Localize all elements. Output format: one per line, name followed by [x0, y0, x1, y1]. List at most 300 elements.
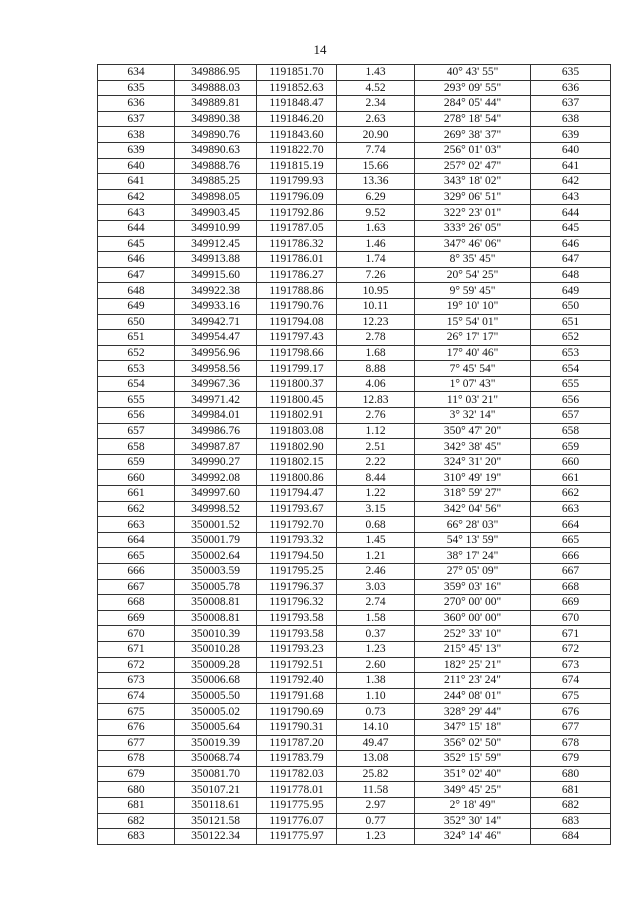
- bearing-cell: 342° 38' 45": [415, 439, 531, 455]
- next-point-cell: 643: [531, 189, 611, 205]
- point-number-cell: 646: [98, 252, 175, 268]
- x-coordinate-cell: 350002.64: [175, 548, 257, 564]
- distance-cell: 4.52: [337, 80, 415, 96]
- x-coordinate-cell: 350001.52: [175, 517, 257, 533]
- y-coordinate-cell: 1191799.17: [257, 361, 337, 377]
- table-row: [98, 267, 611, 283]
- x-coordinate-cell: 349913.88: [175, 252, 257, 268]
- table-row: [98, 189, 611, 205]
- y-coordinate-cell: 1191843.60: [257, 127, 337, 143]
- next-point-cell: 649: [531, 283, 611, 299]
- table-row: [98, 408, 611, 424]
- table-row: [98, 501, 611, 517]
- bearing-cell: 244° 08' 01": [415, 688, 531, 704]
- x-coordinate-cell: 349986.76: [175, 423, 257, 439]
- next-point-cell: 675: [531, 688, 611, 704]
- x-coordinate-cell: 349912.45: [175, 236, 257, 252]
- bearing-cell: 343° 18' 02": [415, 174, 531, 190]
- distance-cell: 6.29: [337, 189, 415, 205]
- table-row: [98, 548, 611, 564]
- bearing-cell: 347° 46' 06": [415, 236, 531, 252]
- coordinates-table: [97, 64, 611, 845]
- bearing-cell: 270° 00' 00": [415, 595, 531, 611]
- table-row: [98, 454, 611, 470]
- y-coordinate-cell: 1191793.23: [257, 641, 337, 657]
- table-row: [98, 673, 611, 689]
- x-coordinate-cell: 350068.74: [175, 751, 257, 767]
- point-number-cell: 639: [98, 142, 175, 158]
- next-point-cell: 640: [531, 142, 611, 158]
- next-point-cell: 654: [531, 361, 611, 377]
- x-coordinate-cell: 350005.78: [175, 579, 257, 595]
- table-row: [98, 719, 611, 735]
- y-coordinate-cell: 1191792.86: [257, 205, 337, 221]
- bearing-cell: 256° 01' 03": [415, 142, 531, 158]
- y-coordinate-cell: 1191792.70: [257, 517, 337, 533]
- point-number-cell: 675: [98, 704, 175, 720]
- distance-cell: 2.97: [337, 797, 415, 813]
- table-row: [98, 65, 611, 81]
- bearing-cell: 11° 03' 21": [415, 392, 531, 408]
- distance-cell: 1.10: [337, 688, 415, 704]
- y-coordinate-cell: 1191790.69: [257, 704, 337, 720]
- next-point-cell: 673: [531, 657, 611, 673]
- next-point-cell: 672: [531, 641, 611, 657]
- point-number-cell: 651: [98, 330, 175, 346]
- x-coordinate-cell: 349967.36: [175, 376, 257, 392]
- y-coordinate-cell: 1191793.32: [257, 532, 337, 548]
- y-coordinate-cell: 1191782.03: [257, 766, 337, 782]
- point-number-cell: 656: [98, 408, 175, 424]
- table-row: [98, 174, 611, 190]
- next-point-cell: 668: [531, 579, 611, 595]
- distance-cell: 2.51: [337, 439, 415, 455]
- y-coordinate-cell: 1191775.97: [257, 829, 337, 845]
- x-coordinate-cell: 349997.60: [175, 486, 257, 502]
- distance-cell: 2.76: [337, 408, 415, 424]
- y-coordinate-cell: 1191783.79: [257, 751, 337, 767]
- table-row: [98, 127, 611, 143]
- distance-cell: 1.45: [337, 532, 415, 548]
- table-row: [98, 220, 611, 236]
- table-row: [98, 610, 611, 626]
- table-row: [98, 564, 611, 580]
- page-number: 14: [313, 42, 327, 57]
- distance-cell: 1.74: [337, 252, 415, 268]
- bearing-cell: 2° 18' 49": [415, 797, 531, 813]
- x-coordinate-cell: 349942.71: [175, 314, 257, 330]
- bearing-cell: 342° 04' 56": [415, 501, 531, 517]
- next-point-cell: 666: [531, 548, 611, 564]
- table-row: [98, 423, 611, 439]
- point-number-cell: 672: [98, 657, 175, 673]
- point-number-cell: 682: [98, 813, 175, 829]
- bearing-cell: 20° 54' 25": [415, 267, 531, 283]
- distance-cell: 3.03: [337, 579, 415, 595]
- point-number-cell: 636: [98, 96, 175, 112]
- next-point-cell: 644: [531, 205, 611, 221]
- next-point-cell: 661: [531, 470, 611, 486]
- y-coordinate-cell: 1191794.08: [257, 314, 337, 330]
- x-coordinate-cell: 350006.68: [175, 673, 257, 689]
- point-number-cell: 650: [98, 314, 175, 330]
- bearing-cell: 269° 38' 37": [415, 127, 531, 143]
- next-point-cell: 656: [531, 392, 611, 408]
- table-row: [98, 735, 611, 751]
- next-point-cell: 641: [531, 158, 611, 174]
- bearing-cell: 40° 43' 55": [415, 65, 531, 81]
- x-coordinate-cell: 350010.28: [175, 641, 257, 657]
- next-point-cell: 653: [531, 345, 611, 361]
- bearing-cell: 352° 30' 14": [415, 813, 531, 829]
- x-coordinate-cell: 349885.25: [175, 174, 257, 190]
- x-coordinate-cell: 350118.61: [175, 797, 257, 813]
- point-number-cell: 679: [98, 766, 175, 782]
- y-coordinate-cell: 1191790.76: [257, 298, 337, 314]
- next-point-cell: 642: [531, 174, 611, 190]
- table-row: [98, 829, 611, 845]
- next-point-cell: 682: [531, 797, 611, 813]
- distance-cell: 13.08: [337, 751, 415, 767]
- distance-cell: 11.58: [337, 782, 415, 798]
- x-coordinate-cell: 349956.96: [175, 345, 257, 361]
- distance-cell: 2.74: [337, 595, 415, 611]
- table-row: [98, 361, 611, 377]
- y-coordinate-cell: 1191786.32: [257, 236, 337, 252]
- point-number-cell: 640: [98, 158, 175, 174]
- x-coordinate-cell: 349954.47: [175, 330, 257, 346]
- distance-cell: 1.43: [337, 65, 415, 81]
- x-coordinate-cell: 350003.59: [175, 564, 257, 580]
- next-point-cell: 657: [531, 408, 611, 424]
- point-number-cell: 680: [98, 782, 175, 798]
- table-row: [98, 782, 611, 798]
- bearing-cell: 211° 23' 24": [415, 673, 531, 689]
- next-point-cell: 680: [531, 766, 611, 782]
- point-number-cell: 669: [98, 610, 175, 626]
- next-point-cell: 648: [531, 267, 611, 283]
- next-point-cell: 677: [531, 719, 611, 735]
- next-point-cell: 678: [531, 735, 611, 751]
- table-row: [98, 205, 611, 221]
- y-coordinate-cell: 1191848.47: [257, 96, 337, 112]
- distance-cell: 2.46: [337, 564, 415, 580]
- next-point-cell: 651: [531, 314, 611, 330]
- x-coordinate-cell: 349984.01: [175, 408, 257, 424]
- point-number-cell: 642: [98, 189, 175, 205]
- table-row: [98, 283, 611, 299]
- table-row: [98, 657, 611, 673]
- y-coordinate-cell: 1191852.63: [257, 80, 337, 96]
- point-number-cell: 663: [98, 517, 175, 533]
- point-number-cell: 668: [98, 595, 175, 611]
- x-coordinate-cell: 350008.81: [175, 595, 257, 611]
- next-point-cell: 671: [531, 626, 611, 642]
- table-row: [98, 595, 611, 611]
- distance-cell: 2.63: [337, 111, 415, 127]
- y-coordinate-cell: 1191794.47: [257, 486, 337, 502]
- y-coordinate-cell: 1191800.45: [257, 392, 337, 408]
- point-number-cell: 670: [98, 626, 175, 642]
- point-number-cell: 667: [98, 579, 175, 595]
- point-number-cell: 664: [98, 532, 175, 548]
- x-coordinate-cell: 349898.05: [175, 189, 257, 205]
- next-point-cell: 667: [531, 564, 611, 580]
- x-coordinate-cell: 349903.45: [175, 205, 257, 221]
- point-number-cell: 662: [98, 501, 175, 517]
- table-row: [98, 376, 611, 392]
- bearing-cell: 284° 05' 44": [415, 96, 531, 112]
- distance-cell: 2.22: [337, 454, 415, 470]
- table-row: [98, 532, 611, 548]
- distance-cell: 1.38: [337, 673, 415, 689]
- y-coordinate-cell: 1191778.01: [257, 782, 337, 798]
- table-row: [98, 486, 611, 502]
- y-coordinate-cell: 1191793.67: [257, 501, 337, 517]
- next-point-cell: 647: [531, 252, 611, 268]
- point-number-cell: 658: [98, 439, 175, 455]
- point-number-cell: 678: [98, 751, 175, 767]
- next-point-cell: 637: [531, 96, 611, 112]
- x-coordinate-cell: 350019.39: [175, 735, 257, 751]
- x-coordinate-cell: 350005.02: [175, 704, 257, 720]
- bearing-cell: 215° 45' 13": [415, 641, 531, 657]
- point-number-cell: 659: [98, 454, 175, 470]
- distance-cell: 2.34: [337, 96, 415, 112]
- point-number-cell: 643: [98, 205, 175, 221]
- point-number-cell: 652: [98, 345, 175, 361]
- table-row: [98, 158, 611, 174]
- next-point-cell: 659: [531, 439, 611, 455]
- bearing-cell: 360° 00' 00": [415, 610, 531, 626]
- point-number-cell: 677: [98, 735, 175, 751]
- y-coordinate-cell: 1191798.66: [257, 345, 337, 361]
- y-coordinate-cell: 1191792.40: [257, 673, 337, 689]
- y-coordinate-cell: 1191793.58: [257, 610, 337, 626]
- distance-cell: 4.06: [337, 376, 415, 392]
- x-coordinate-cell: 349910.99: [175, 220, 257, 236]
- y-coordinate-cell: 1191790.31: [257, 719, 337, 735]
- bearing-cell: 17° 40' 46": [415, 345, 531, 361]
- x-coordinate-cell: 350081.70: [175, 766, 257, 782]
- point-number-cell: 635: [98, 80, 175, 96]
- x-coordinate-cell: 349915.60: [175, 267, 257, 283]
- x-coordinate-cell: 349922.38: [175, 283, 257, 299]
- table-row: [98, 392, 611, 408]
- distance-cell: 1.21: [337, 548, 415, 564]
- distance-cell: 13.36: [337, 174, 415, 190]
- distance-cell: 12.83: [337, 392, 415, 408]
- y-coordinate-cell: 1191802.90: [257, 439, 337, 455]
- table-row: [98, 142, 611, 158]
- distance-cell: 1.68: [337, 345, 415, 361]
- distance-cell: 0.37: [337, 626, 415, 642]
- x-coordinate-cell: 349971.42: [175, 392, 257, 408]
- bearing-cell: 318° 59' 27": [415, 486, 531, 502]
- table-row: [98, 626, 611, 642]
- point-number-cell: 638: [98, 127, 175, 143]
- y-coordinate-cell: 1191796.32: [257, 595, 337, 611]
- next-point-cell: 684: [531, 829, 611, 845]
- x-coordinate-cell: 349990.27: [175, 454, 257, 470]
- point-number-cell: 657: [98, 423, 175, 439]
- table-row: [98, 579, 611, 595]
- next-point-cell: 662: [531, 486, 611, 502]
- y-coordinate-cell: 1191787.20: [257, 735, 337, 751]
- distance-cell: 8.88: [337, 361, 415, 377]
- next-point-cell: 679: [531, 751, 611, 767]
- x-coordinate-cell: 350107.21: [175, 782, 257, 798]
- x-coordinate-cell: 349987.87: [175, 439, 257, 455]
- next-point-cell: 645: [531, 220, 611, 236]
- x-coordinate-cell: 349890.76: [175, 127, 257, 143]
- next-point-cell: 658: [531, 423, 611, 439]
- bearing-cell: 329° 06' 51": [415, 189, 531, 205]
- y-coordinate-cell: 1191794.50: [257, 548, 337, 564]
- point-number-cell: 661: [98, 486, 175, 502]
- table-row: [98, 704, 611, 720]
- table-row: [98, 314, 611, 330]
- distance-cell: 2.60: [337, 657, 415, 673]
- point-number-cell: 676: [98, 719, 175, 735]
- x-coordinate-cell: 350009.28: [175, 657, 257, 673]
- next-point-cell: 681: [531, 782, 611, 798]
- point-number-cell: 648: [98, 283, 175, 299]
- bearing-cell: 19° 10' 10": [415, 298, 531, 314]
- point-number-cell: 683: [98, 829, 175, 845]
- bearing-cell: 15° 54' 01": [415, 314, 531, 330]
- y-coordinate-cell: 1191791.68: [257, 688, 337, 704]
- point-number-cell: 637: [98, 111, 175, 127]
- table-row: [98, 345, 611, 361]
- table-row: [98, 688, 611, 704]
- point-number-cell: 653: [98, 361, 175, 377]
- x-coordinate-cell: 349933.16: [175, 298, 257, 314]
- bearing-cell: 328° 29' 44": [415, 704, 531, 720]
- y-coordinate-cell: 1191786.01: [257, 252, 337, 268]
- next-point-cell: 635: [531, 65, 611, 81]
- y-coordinate-cell: 1191795.25: [257, 564, 337, 580]
- next-point-cell: 655: [531, 376, 611, 392]
- next-point-cell: 638: [531, 111, 611, 127]
- bearing-cell: 1° 07' 43": [415, 376, 531, 392]
- bearing-cell: 54° 13' 59": [415, 532, 531, 548]
- y-coordinate-cell: 1191851.70: [257, 65, 337, 81]
- point-number-cell: 634: [98, 65, 175, 81]
- distance-cell: 0.68: [337, 517, 415, 533]
- x-coordinate-cell: 349958.56: [175, 361, 257, 377]
- y-coordinate-cell: 1191786.27: [257, 267, 337, 283]
- x-coordinate-cell: 350010.39: [175, 626, 257, 642]
- y-coordinate-cell: 1191792.51: [257, 657, 337, 673]
- y-coordinate-cell: 1191776.07: [257, 813, 337, 829]
- x-coordinate-cell: 349998.52: [175, 501, 257, 517]
- x-coordinate-cell: 349888.76: [175, 158, 257, 174]
- distance-cell: 3.15: [337, 501, 415, 517]
- table-row: [98, 96, 611, 112]
- x-coordinate-cell: 350001.79: [175, 532, 257, 548]
- x-coordinate-cell: 350008.81: [175, 610, 257, 626]
- table-row: [98, 330, 611, 346]
- next-point-cell: 664: [531, 517, 611, 533]
- table-row: [98, 751, 611, 767]
- next-point-cell: 665: [531, 532, 611, 548]
- y-coordinate-cell: 1191796.37: [257, 579, 337, 595]
- table-row: [98, 236, 611, 252]
- distance-cell: 1.63: [337, 220, 415, 236]
- table-row: [98, 517, 611, 533]
- next-point-cell: 660: [531, 454, 611, 470]
- distance-cell: 10.11: [337, 298, 415, 314]
- y-coordinate-cell: 1191822.70: [257, 142, 337, 158]
- bearing-cell: 8° 35' 45": [415, 252, 531, 268]
- point-number-cell: 645: [98, 236, 175, 252]
- bearing-cell: 349° 45' 25": [415, 782, 531, 798]
- y-coordinate-cell: 1191797.43: [257, 330, 337, 346]
- bearing-cell: 7° 45' 54": [415, 361, 531, 377]
- x-coordinate-cell: 350122.34: [175, 829, 257, 845]
- next-point-cell: 639: [531, 127, 611, 143]
- table-body: [98, 65, 611, 845]
- x-coordinate-cell: 350121.58: [175, 813, 257, 829]
- next-point-cell: 652: [531, 330, 611, 346]
- point-number-cell: 655: [98, 392, 175, 408]
- next-point-cell: 674: [531, 673, 611, 689]
- bearing-cell: 324° 14' 46": [415, 829, 531, 845]
- y-coordinate-cell: 1191815.19: [257, 158, 337, 174]
- next-point-cell: 676: [531, 704, 611, 720]
- table-row: [98, 813, 611, 829]
- table-row: [98, 298, 611, 314]
- distance-cell: 10.95: [337, 283, 415, 299]
- y-coordinate-cell: 1191796.09: [257, 189, 337, 205]
- next-point-cell: 646: [531, 236, 611, 252]
- x-coordinate-cell: 349992.08: [175, 470, 257, 486]
- bearing-cell: 3° 32' 14": [415, 408, 531, 424]
- next-point-cell: 683: [531, 813, 611, 829]
- distance-cell: 7.26: [337, 267, 415, 283]
- bearing-cell: 257° 02' 47": [415, 158, 531, 174]
- bearing-cell: 350° 47' 20": [415, 423, 531, 439]
- distance-cell: 20.90: [337, 127, 415, 143]
- bearing-cell: 333° 26' 05": [415, 220, 531, 236]
- bearing-cell: 347° 15' 18": [415, 719, 531, 735]
- distance-cell: 7.74: [337, 142, 415, 158]
- point-number-cell: 666: [98, 564, 175, 580]
- x-coordinate-cell: 349890.38: [175, 111, 257, 127]
- bearing-cell: 38° 17' 24": [415, 548, 531, 564]
- point-number-cell: 649: [98, 298, 175, 314]
- distance-cell: 9.52: [337, 205, 415, 221]
- y-coordinate-cell: 1191803.08: [257, 423, 337, 439]
- bearing-cell: 26° 17' 17": [415, 330, 531, 346]
- distance-cell: 0.77: [337, 813, 415, 829]
- distance-cell: 25.82: [337, 766, 415, 782]
- y-coordinate-cell: 1191793.58: [257, 626, 337, 642]
- y-coordinate-cell: 1191799.93: [257, 174, 337, 190]
- bearing-cell: 293° 09' 55": [415, 80, 531, 96]
- table-row: [98, 766, 611, 782]
- y-coordinate-cell: 1191802.91: [257, 408, 337, 424]
- distance-cell: 1.22: [337, 486, 415, 502]
- x-coordinate-cell: 350005.50: [175, 688, 257, 704]
- table-row: [98, 797, 611, 813]
- point-number-cell: 665: [98, 548, 175, 564]
- y-coordinate-cell: 1191800.37: [257, 376, 337, 392]
- next-point-cell: 650: [531, 298, 611, 314]
- next-point-cell: 663: [531, 501, 611, 517]
- point-number-cell: 644: [98, 220, 175, 236]
